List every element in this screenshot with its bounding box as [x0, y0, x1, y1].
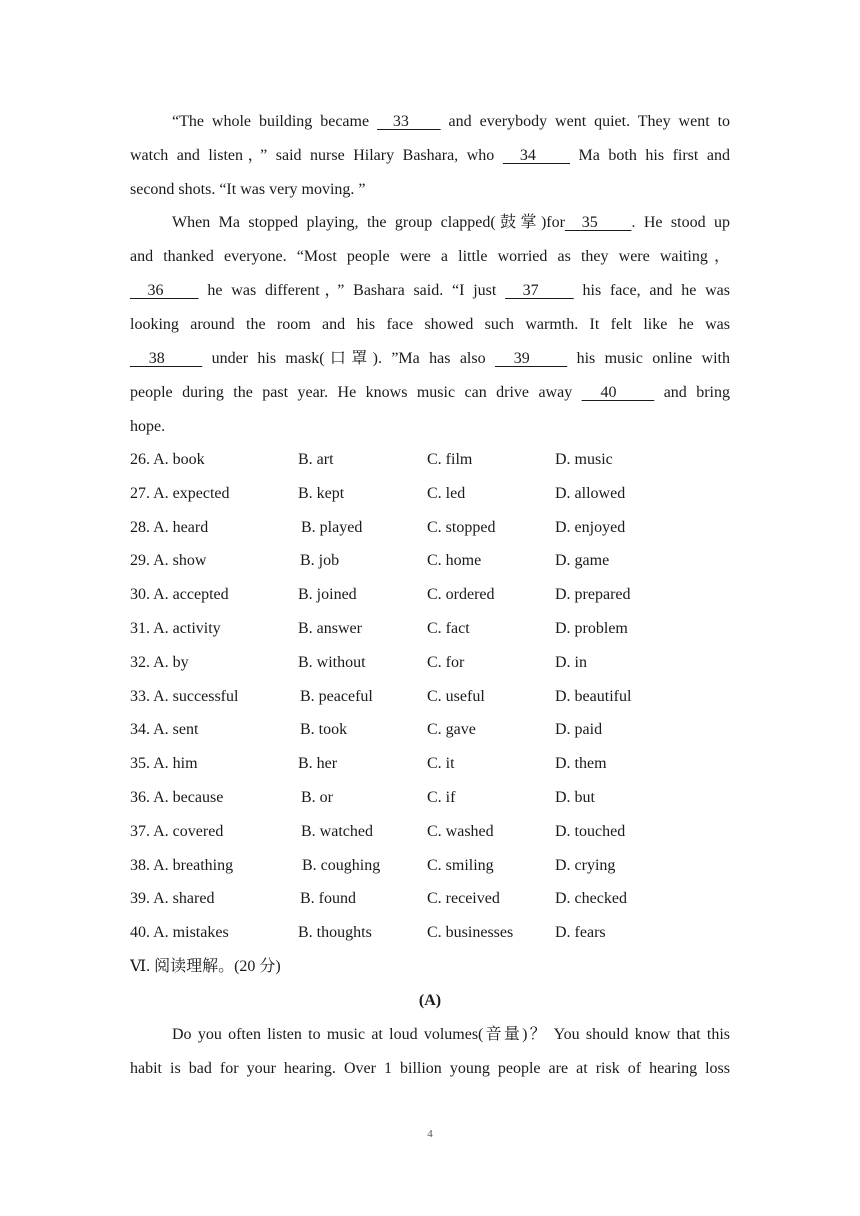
question-row	[130, 713, 730, 747]
option-a	[130, 781, 223, 815]
option-a	[130, 916, 229, 950]
question-row	[130, 680, 730, 714]
option-d: D. crying	[555, 856, 616, 874]
question-number: 32.	[130, 653, 150, 671]
option-d: D. checked	[555, 890, 627, 908]
text-line: habit is bad for your hearing. Over 1 billion young people are at risk of hearing loss	[130, 1060, 730, 1077]
option-a	[130, 443, 205, 477]
option-a	[130, 680, 238, 714]
question-number: 26.	[130, 451, 150, 468]
option-d: D. prepared	[555, 586, 631, 604]
option-d: D. touched	[555, 822, 626, 840]
question-row	[130, 578, 730, 612]
text-line: “The whole building became 33 and everybody went quiet. They went to	[172, 113, 731, 130]
text-line: When Ma stopped playing, the group clapped(鼓掌)for 35 . He stood up	[172, 214, 731, 231]
question-row	[130, 612, 730, 646]
question-number: 37.	[130, 822, 150, 840]
reading-a-paragraph	[130, 1018, 730, 1086]
question-row	[130, 882, 730, 916]
option-d: D. them	[555, 755, 607, 773]
answer-blank: 36	[130, 282, 199, 299]
text-line: hope.	[130, 418, 166, 435]
answer-blank: 40	[581, 384, 655, 401]
text-line: 36 he was different，” Bashara said. “I just 37 his face, and he was	[130, 282, 731, 299]
option-a	[130, 713, 198, 747]
option-a	[130, 511, 208, 545]
question-number: 28.	[130, 518, 150, 536]
option-b: B. art	[298, 451, 334, 468]
text-line: 38 under his mask(口罩). ”Ma has also 39 his music online with	[130, 350, 731, 367]
answer-blank: 37	[505, 282, 574, 299]
question-row	[130, 544, 730, 578]
option-a-text: A. heard	[153, 518, 209, 536]
question-number: 27.	[130, 484, 150, 502]
option-b: B. thoughts	[298, 924, 372, 942]
option-a	[130, 815, 223, 849]
question-row	[130, 815, 730, 849]
option-b: B. found	[300, 890, 356, 908]
option-a	[130, 747, 198, 781]
option-d: D. game	[555, 552, 610, 570]
option-c: C. film	[427, 451, 473, 468]
option-d: D. music	[555, 451, 613, 468]
option-b: B. peaceful	[300, 687, 373, 705]
option-d: D. paid	[555, 721, 603, 739]
passage-paragraph-1	[130, 105, 730, 207]
question-row	[130, 511, 730, 545]
option-a	[130, 612, 221, 646]
option-a-text: A. mistakes	[153, 924, 229, 942]
section-heading: Ⅵ. 阅读理解。(20 分)	[130, 958, 281, 975]
option-a	[130, 578, 229, 612]
option-c: C. it	[427, 755, 455, 773]
option-b: B. joined	[298, 586, 357, 604]
question-row	[130, 477, 730, 511]
page-number: 4	[427, 1128, 433, 1140]
option-b: B. played	[301, 518, 363, 536]
option-d: D. in	[555, 653, 587, 671]
text-line: looking around the room and his face showed such warmth. It felt like he was	[130, 316, 730, 333]
option-b: B. coughing	[302, 856, 381, 874]
option-c: C. useful	[427, 687, 485, 705]
text-line: Do you often listen to music at loud volumes(音量)？ You should know that this	[172, 1026, 730, 1043]
option-a	[130, 477, 230, 511]
option-b: B. watched	[301, 822, 373, 840]
option-b: B. without	[298, 653, 366, 671]
question-number: 30.	[130, 586, 150, 604]
option-a-text: A. covered	[153, 822, 224, 840]
text-line: and thanked everyone. “Most people were a little worried as they were waiting，	[130, 248, 730, 265]
option-c: C. stopped	[427, 518, 496, 536]
option-b: B. kept	[298, 484, 345, 502]
option-c: C. received	[427, 890, 500, 908]
question-row	[130, 916, 730, 950]
option-d: D. fears	[555, 924, 606, 942]
question-row	[130, 849, 730, 883]
option-a-text: A. activity	[153, 619, 221, 637]
answer-blank: 33	[377, 113, 441, 130]
question-number: 29.	[130, 552, 150, 570]
option-a-text: A. by	[153, 653, 189, 671]
passage-paragraph-2	[130, 206, 730, 444]
question-options-list	[130, 443, 730, 950]
option-a-text: A. him	[153, 755, 198, 773]
passage-subtitle: (A)	[418, 992, 442, 1009]
question-number: 39.	[130, 890, 150, 908]
question-number: 31.	[130, 619, 150, 637]
option-b: B. took	[300, 721, 348, 739]
option-b: B. her	[298, 755, 338, 773]
option-a	[130, 849, 233, 883]
option-a-text: A. breathing	[153, 856, 234, 874]
option-a-text: A. expected	[153, 484, 230, 502]
option-a-text: A. successful	[153, 687, 239, 705]
answer-blank: 39	[494, 350, 568, 367]
option-c: C. ordered	[427, 586, 495, 604]
option-d: D. problem	[555, 619, 628, 637]
option-a-text: A. because	[153, 788, 224, 806]
option-a-text: A. sent	[153, 721, 199, 739]
option-a	[130, 882, 214, 916]
text-line: second shots. “It was very moving. ”	[130, 181, 366, 198]
option-a-text: A. show	[153, 552, 207, 570]
option-d: D. but	[555, 788, 595, 806]
question-row	[130, 747, 730, 781]
text-line: watch and listen，” said nurse Hilary Bashara, who 34 Ma both his first and	[130, 147, 730, 164]
option-d: D. enjoyed	[555, 518, 626, 536]
answer-blank: 35	[564, 214, 632, 231]
option-b: B. or	[301, 788, 333, 806]
option-c: C. washed	[427, 822, 494, 840]
option-c: C. home	[427, 552, 482, 570]
option-c: C. businesses	[427, 924, 514, 942]
text-line: people during the past year. He knows music can drive away 40 and bring	[130, 384, 731, 401]
question-number: 40.	[130, 924, 150, 942]
option-d: D. allowed	[555, 484, 626, 502]
option-d: D. beautiful	[555, 687, 632, 705]
question-number: 38.	[130, 856, 150, 874]
option-c: C. gave	[427, 721, 476, 739]
option-c: C. led	[427, 484, 466, 502]
option-a	[130, 544, 206, 578]
option-a	[130, 646, 189, 680]
answer-blank: 38	[130, 350, 203, 367]
question-number: 36.	[130, 788, 150, 806]
question-row	[130, 781, 730, 815]
question-row	[130, 443, 730, 477]
option-c: C. fact	[427, 619, 470, 637]
question-number: 35.	[130, 755, 150, 773]
question-number: 33.	[130, 687, 150, 705]
option-b: B. answer	[298, 619, 362, 637]
option-c: C. smiling	[427, 856, 494, 874]
answer-blank: 34	[502, 147, 570, 164]
option-a-text: A. shared	[153, 890, 215, 908]
option-b: B. job	[300, 552, 340, 570]
question-row	[130, 646, 730, 680]
option-a-text: A. accepted	[153, 586, 229, 604]
option-c: C. for	[427, 653, 465, 671]
question-number: 34.	[130, 721, 150, 739]
option-a-text: A. book	[153, 451, 205, 468]
option-c: C. if	[427, 788, 456, 806]
